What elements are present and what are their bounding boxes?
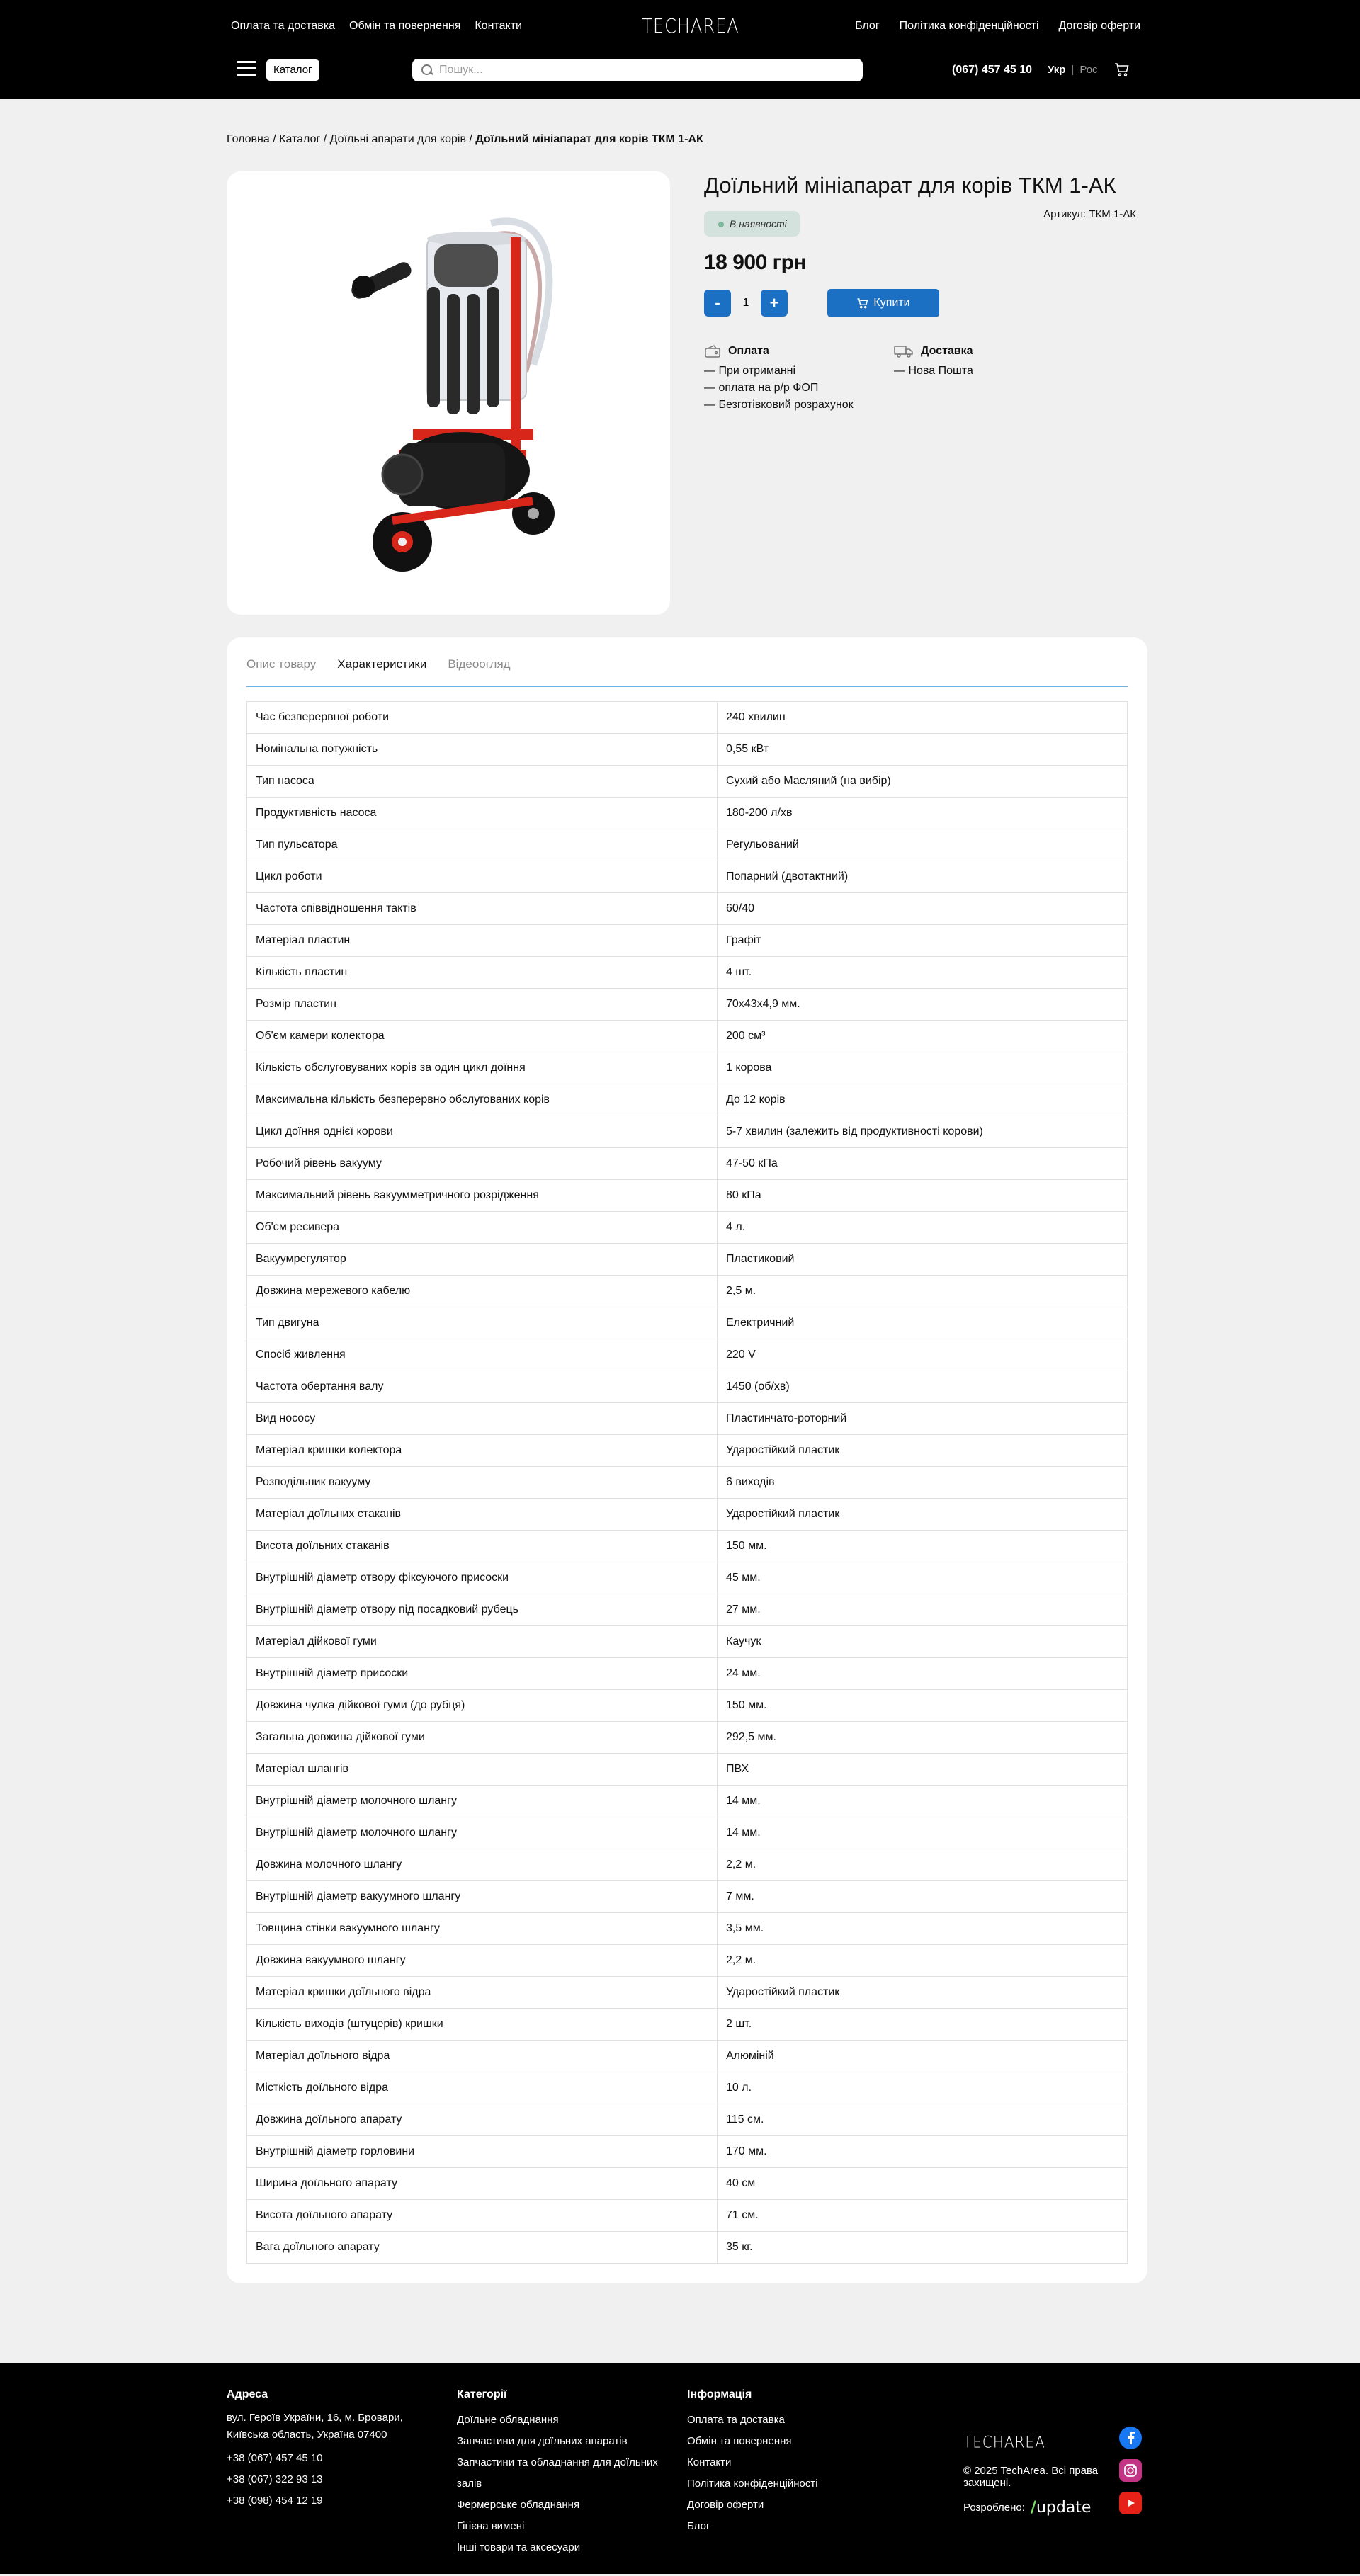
top-nav-left (231, 20, 522, 33)
spec-row (247, 2041, 1128, 2072)
catalog-button[interactable]: Каталог (266, 59, 319, 81)
spec-name: Товщина стінки вакуумного шлангу (247, 1913, 718, 1945)
spec-name: Спосіб живлення (247, 1339, 718, 1371)
spec-value: 2 шт. (718, 2009, 1128, 2041)
spec-value: 6 виходів (718, 1467, 1128, 1499)
truck-icon (894, 344, 914, 358)
spec-value: 27 мм. (718, 1594, 1128, 1626)
payment-delivery (704, 344, 1136, 414)
nav-link-blog[interactable]: Блог (855, 20, 880, 32)
spec-row (247, 861, 1128, 893)
spec-row (247, 702, 1128, 734)
spec-name: Час безперервної роботи (247, 702, 718, 734)
spec-row (247, 1244, 1128, 1276)
footer-info-link[interactable]: Блог (687, 2520, 710, 2532)
spec-value: 3,5 мм. (718, 1913, 1128, 1945)
spec-name: Ширина доїльного апарату (247, 2168, 718, 2200)
spec-row (247, 2168, 1128, 2200)
qty-increase-button[interactable]: + (761, 290, 788, 317)
footer-info-link[interactable]: Договір оферти (687, 2499, 764, 2511)
spec-name: Висота доїльних стаканів (247, 1531, 718, 1562)
search-icon[interactable] (421, 64, 434, 76)
spec-name: Кількість обслуговуваних корів за один цикл доїння (247, 1052, 718, 1084)
spec-name: Довжина доїльного апарату (247, 2104, 718, 2136)
spec-name: Цикл роботи (247, 861, 718, 893)
tab-description[interactable]: Опис товару (246, 657, 317, 671)
spec-value: 220 V (718, 1339, 1128, 1371)
spec-name: Вид нососу (247, 1403, 718, 1435)
spec-row (247, 1467, 1128, 1499)
search-input[interactable] (439, 64, 850, 76)
spec-row (247, 2232, 1128, 2264)
spec-name: Матеріал кришки доїльного відра (247, 1977, 718, 2009)
spec-row (247, 1212, 1128, 1244)
spec-name: Довжина мережевого кабелю (247, 1276, 718, 1307)
spec-row (247, 1754, 1128, 1786)
qty-input[interactable] (731, 290, 761, 317)
spec-value: Алюміній (718, 2041, 1128, 2072)
spec-name: Матеріал доїльних стаканів (247, 1499, 718, 1531)
spec-name: Матеріал доїльного відра (247, 2041, 718, 2072)
product-tabs (246, 657, 1128, 687)
spec-row (247, 893, 1128, 925)
facebook-icon[interactable] (1119, 2427, 1142, 2449)
spec-name: Тип насоса (247, 766, 718, 798)
spec-name: Вага доїльного апарату (247, 2232, 718, 2264)
footer-copyright: © 2025 TechArea. Всі права захищені. (963, 2465, 1099, 2489)
spec-value: 45 мм. (718, 1562, 1128, 1594)
tab-video[interactable]: Відеоогляд (448, 657, 511, 671)
spec-row (247, 1052, 1128, 1084)
spec-name: Внутрішній діаметр молочного шлангу (247, 1786, 718, 1817)
spec-row (247, 1817, 1128, 1849)
footer-info-link[interactable]: Політика конфіденційності (687, 2478, 818, 2490)
footer-category-link[interactable]: Фермерське обладнання (457, 2499, 580, 2511)
specs-table (246, 701, 1128, 2264)
spec-name: Внутрішній діаметр отвору фіксуючого присоски (247, 1562, 718, 1594)
spec-value: 150 мм. (718, 1531, 1128, 1562)
spec-value: 1450 (об/хв) (718, 1371, 1128, 1403)
spec-row (247, 1148, 1128, 1180)
spec-value: ПВХ (718, 1754, 1128, 1786)
spec-name: Розподільник вакууму (247, 1467, 718, 1499)
spec-name: Об'єм ресивера (247, 1212, 718, 1244)
footer-info-title: Інформація (687, 2388, 752, 2400)
spec-row (247, 1307, 1128, 1339)
logo-text: TECHAREA (642, 14, 740, 38)
spec-name: Частота співвідношення тактів (247, 893, 718, 925)
spec-row (247, 1690, 1128, 1722)
spec-row (247, 989, 1128, 1021)
spec-value: Ударостійкий пластик (718, 1977, 1128, 2009)
cart-icon (856, 297, 869, 310)
spec-row (247, 1084, 1128, 1116)
spec-name: Тип двигуна (247, 1307, 718, 1339)
spec-value: Пластиковий (718, 1244, 1128, 1276)
spec-name: Кількість пластин (247, 957, 718, 989)
spec-row (247, 2104, 1128, 2136)
spec-name: Висота доїльного апарату (247, 2200, 718, 2232)
spec-value: Регульований (718, 829, 1128, 861)
spec-value: 180-200 л/хв (718, 798, 1128, 829)
spec-name: Максимальна кількість безперервно обслугованих корів (247, 1084, 718, 1116)
instagram-icon[interactable] (1119, 2459, 1142, 2482)
footer-categories-title: Категорії (457, 2388, 507, 2400)
spec-name: Кількість виходів (штуцерів) кришки (247, 2009, 718, 2041)
footer-phone[interactable]: +38 (067) 457 45 10 (227, 2452, 323, 2464)
spec-name: Матеріал пластин (247, 925, 718, 957)
breadcrumb-home[interactable]: Головна (227, 133, 270, 145)
spec-row (247, 1945, 1128, 1977)
spec-value: 70х43х4,9 мм. (718, 989, 1128, 1021)
buy-row (704, 289, 1136, 317)
spec-row (247, 1881, 1128, 1913)
spec-value: Ударостійкий пластик (718, 1499, 1128, 1531)
spec-row (247, 1977, 1128, 2009)
cart-icon[interactable] (1114, 61, 1130, 78)
spec-name: Матеріал дійкової гуми (247, 1626, 718, 1658)
spec-name: Частота обертання валу (247, 1371, 718, 1403)
spec-row (247, 798, 1128, 829)
spec-value: 2,2 м. (718, 1849, 1128, 1881)
nav-link-offer[interactable]: Договір оферти (1058, 20, 1140, 32)
spec-row (247, 1116, 1128, 1148)
stock-badge: В наявності (704, 211, 800, 237)
lang-rus[interactable]: Рос (1080, 64, 1098, 76)
footer-info-link[interactable]: Контакти (687, 2456, 732, 2468)
spec-value: 2,2 м. (718, 1945, 1128, 1977)
spec-value: Каучук (718, 1626, 1128, 1658)
spec-row (247, 1371, 1128, 1403)
spec-value: 14 мм. (718, 1817, 1128, 1849)
spec-value: 71 см. (718, 2200, 1128, 2232)
spec-value: Попарний (двотактний) (718, 861, 1128, 893)
nav-link-privacy[interactable]: Політика конфіденційності (899, 20, 1039, 32)
footer-categories (457, 2388, 669, 2558)
spec-value: 200 см³ (718, 1021, 1128, 1052)
footer-category-link[interactable]: Запчастини для доїльних апаратів (457, 2435, 628, 2447)
developer-link[interactable]: /update (1030, 2499, 1092, 2517)
spec-row (247, 1499, 1128, 1531)
spec-value: 2,5 м. (718, 1276, 1128, 1307)
product-sku: Артикул: ТКМ 1-АК (1043, 208, 1136, 220)
spec-name: Тип пульсатора (247, 829, 718, 861)
top-nav-right (855, 20, 1140, 33)
payment-option: — оплата на р/р ФОП (704, 382, 819, 394)
spec-name: Номінальна потужність (247, 734, 718, 766)
product-info (704, 171, 1136, 615)
buy-button-label: Купити (873, 297, 910, 309)
spec-row (247, 1339, 1128, 1371)
spec-row (247, 1403, 1128, 1435)
spec-row (247, 1180, 1128, 1212)
spec-row (247, 925, 1128, 957)
spec-name: Максимальний рівень вакуумметричного розрідження (247, 1180, 718, 1212)
youtube-icon[interactable] (1119, 2492, 1142, 2514)
spec-value: 4 шт. (718, 957, 1128, 989)
spec-name: Об'єм камери колектора (247, 1021, 718, 1052)
payment-title: Оплата (728, 345, 769, 357)
site-logo[interactable] (642, 14, 740, 38)
header-phone[interactable]: (067) 457 45 10 (952, 64, 1032, 76)
spec-row (247, 2200, 1128, 2232)
spec-value: Ударостійкий пластик (718, 1435, 1128, 1467)
spec-name: Внутрішній діаметр молочного шлангу (247, 1817, 718, 1849)
spec-value: 24 мм. (718, 1658, 1128, 1690)
spec-row (247, 1562, 1128, 1594)
site-footer (0, 2363, 1360, 2574)
spec-name: Матеріал кришки колектора (247, 1435, 718, 1467)
footer-logo[interactable]: TECHAREA (963, 2432, 1046, 2452)
spec-value: Електричний (718, 1307, 1128, 1339)
spec-value: 292,5 мм. (718, 1722, 1128, 1754)
footer-category-link[interactable]: Запчастини та обладнання для доїльних залів (457, 2456, 658, 2490)
tab-characteristics[interactable]: Характеристики (337, 657, 427, 671)
footer-brand (963, 2434, 1140, 2517)
spec-name: Цикл доїння однієї корови (247, 1116, 718, 1148)
spec-value: 35 кг. (718, 2232, 1128, 2264)
spec-name: Внутрішній діаметр горловини (247, 2136, 718, 2168)
spec-value: 60/40 (718, 893, 1128, 925)
wallet-icon (704, 344, 721, 358)
delivery-block (894, 344, 973, 414)
delivery-title: Доставка (921, 345, 973, 357)
footer-category-link[interactable]: Гігієна вимені (457, 2520, 525, 2532)
spec-value: 150 мм. (718, 1690, 1128, 1722)
spec-row (247, 1594, 1128, 1626)
spec-value: До 12 корів (718, 1084, 1128, 1116)
spec-name: Місткість доїльного відра (247, 2072, 718, 2104)
spec-row (247, 1435, 1128, 1467)
spec-value: 40 см (718, 2168, 1128, 2200)
spec-row (247, 1913, 1128, 1945)
menu-icon[interactable] (237, 61, 256, 76)
spec-value: 1 корова (718, 1052, 1128, 1084)
footer-address-text: вул. Героїв України, 16, м. Бровари, Київська область, Україна 07400 (227, 2412, 403, 2441)
footer-address (227, 2388, 411, 2512)
search-bar (412, 59, 863, 81)
product-image[interactable] (227, 171, 670, 615)
nav-link-exchange-return[interactable]: Обмін та повернення (349, 20, 461, 32)
footer-info-link[interactable]: Обмін та повернення (687, 2435, 792, 2447)
spec-name: Продуктивність насоса (247, 798, 718, 829)
milking-machine-illustration (321, 195, 576, 591)
spec-row (247, 1786, 1128, 1817)
product-section (220, 171, 1140, 615)
footer-category-link[interactable]: Доїльне обладнання (457, 2414, 559, 2426)
payment-option: — Безготівковий розрахунок (704, 399, 854, 411)
spec-row (247, 1658, 1128, 1690)
buy-button[interactable] (827, 289, 939, 317)
spec-value: 7 мм. (718, 1881, 1128, 1913)
footer-info (687, 2388, 818, 2537)
spec-row (247, 829, 1128, 861)
spec-value: Сухий або Масляний (на вибір) (718, 766, 1128, 798)
nav-link-contacts[interactable]: Контакти (475, 20, 522, 32)
payment-option: — При отриманні (704, 365, 796, 377)
spec-row (247, 2136, 1128, 2168)
spec-name: Загальна довжина дійкової гуми (247, 1722, 718, 1754)
spec-name: Внутрішній діаметр вакуумного шлангу (247, 1881, 718, 1913)
spec-value: 10 л. (718, 2072, 1128, 2104)
nav-link-payment-delivery[interactable]: Оплата та доставка (231, 20, 336, 32)
footer-phone[interactable]: +38 (067) 322 93 13 (227, 2473, 323, 2485)
spec-value: 14 мм. (718, 1786, 1128, 1817)
spec-row (247, 1276, 1128, 1307)
spec-value: 115 см. (718, 2104, 1128, 2136)
spec-value: Графіт (718, 925, 1128, 957)
spec-name: Довжина молочного шлангу (247, 1849, 718, 1881)
breadcrumb-category[interactable]: Доїльні апарати для корів (329, 133, 466, 145)
delivery-option: — Нова Пошта (894, 365, 973, 377)
spec-value: 5-7 хвилин (залежить від продуктивності корови) (718, 1116, 1128, 1148)
spec-name: Робочий рівень вакууму (247, 1148, 718, 1180)
spec-value: 170 мм. (718, 2136, 1128, 2168)
spec-name: Внутрішній діаметр присоски (247, 1658, 718, 1690)
spec-row (247, 1021, 1128, 1052)
developer-label: Розроблено: (963, 2502, 1025, 2514)
social-links (1119, 2427, 1142, 2514)
spec-name: Довжина чулка дійкової гуми (до рубця) (247, 1690, 718, 1722)
breadcrumb-current: Доїльний мініапарат для корів ТКМ 1-АК (475, 133, 703, 145)
spec-value: 0,55 кВт (718, 734, 1128, 766)
spec-name: Вакуумрегулятор (247, 1244, 718, 1276)
spec-row (247, 1849, 1128, 1881)
site-header (0, 0, 1360, 99)
spec-row (247, 1722, 1128, 1754)
main-content (220, 99, 1140, 2283)
qty-decrease-button[interactable]: - (704, 290, 731, 317)
spec-row (247, 2009, 1128, 2041)
spec-name: Довжина вакуумного шлангу (247, 1945, 718, 1977)
spec-name: Матеріал шлангів (247, 1754, 718, 1786)
footer-developer (963, 2499, 1140, 2517)
spec-row (247, 1626, 1128, 1658)
footer-category-link[interactable]: Інші товари та аксесуари (457, 2541, 581, 2553)
breadcrumb-catalog[interactable]: Каталог (279, 133, 321, 145)
spec-value: 4 л. (718, 1212, 1128, 1244)
payment-block (704, 344, 866, 414)
spec-row (247, 2072, 1128, 2104)
spec-value: 47-50 кПа (718, 1148, 1128, 1180)
spec-value: Пластинчато-роторний (718, 1403, 1128, 1435)
breadcrumb: Головна / Каталог / Доїльні апарати для корів / Доїльний мініапарат для корів ТКМ 1-АК (227, 133, 703, 145)
spec-value: 240 хвилин (718, 702, 1128, 734)
spec-row (247, 1531, 1128, 1562)
spec-name: Внутрішній діаметр отвору під посадковий рубець (247, 1594, 718, 1626)
product-title: Доїльний мініапарат для корів ТКМ 1-АК (704, 173, 1116, 198)
spec-row (247, 734, 1128, 766)
footer-info-link[interactable]: Оплата та доставка (687, 2414, 785, 2426)
footer-address-title: Адреса (227, 2388, 268, 2400)
footer-phone[interactable]: +38 (098) 454 12 19 (227, 2495, 323, 2507)
product-price: 18 900 грн (704, 251, 807, 274)
spec-value: 80 кПа (718, 1180, 1128, 1212)
language-switcher: Укр | Рос (1048, 64, 1098, 76)
lang-ukr[interactable]: Укр (1048, 64, 1066, 76)
spec-row (247, 766, 1128, 798)
spec-name: Розмір пластин (247, 989, 718, 1021)
spec-row (247, 957, 1128, 989)
specs-card (227, 637, 1148, 2283)
